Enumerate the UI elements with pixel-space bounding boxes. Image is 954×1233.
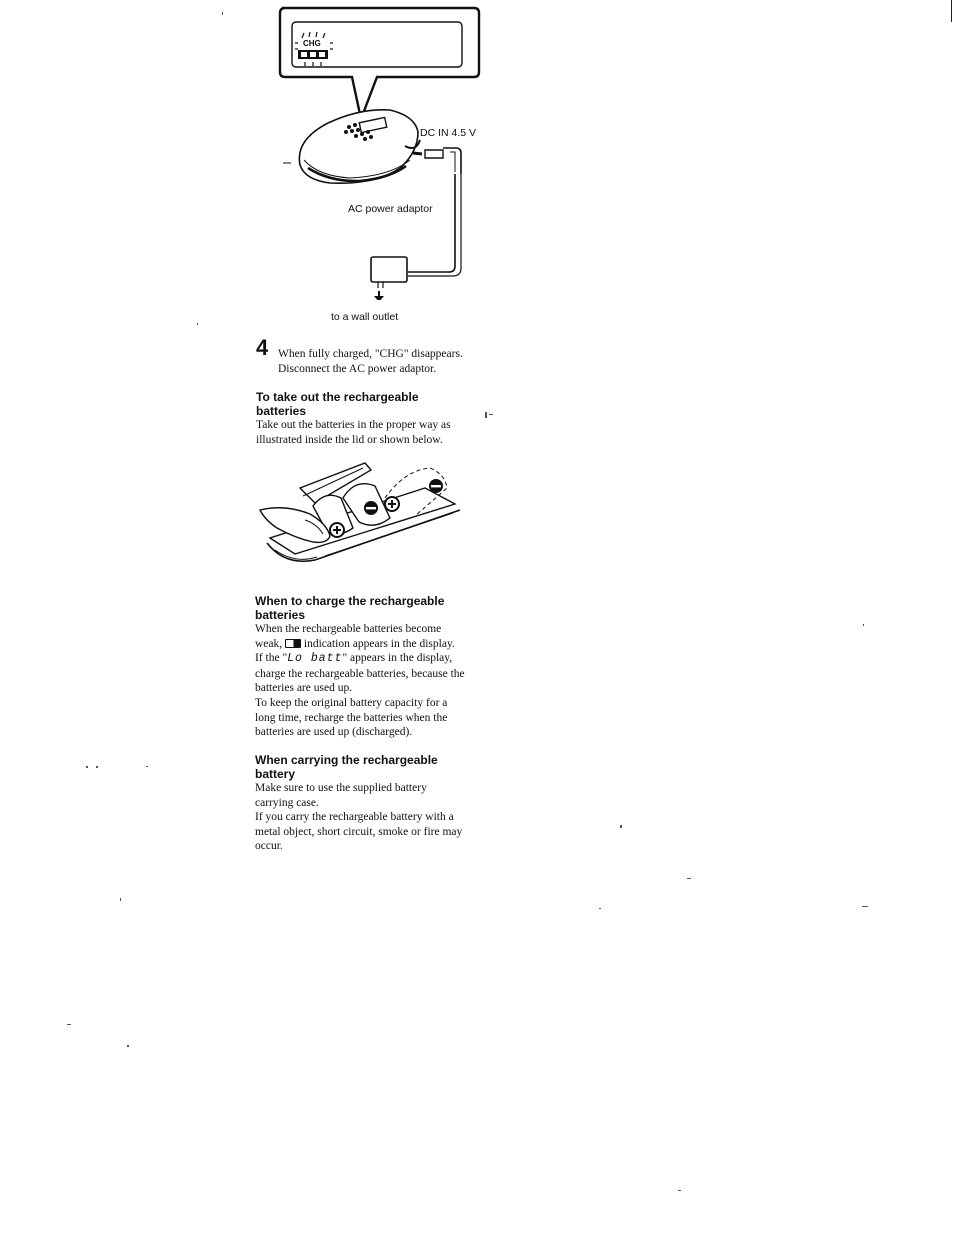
carrying-line5: occur. [255, 840, 283, 853]
when-charge-line5: batteries are used up. [255, 682, 353, 695]
page-edge-line [951, 0, 952, 22]
lcd-battery-icon [298, 50, 328, 59]
carrying-line4: metal object, short circuit, smoke or fire may [255, 825, 463, 838]
when-charge-line7: long time, recharge the batteries when the [255, 711, 448, 724]
step4-line2: Disconnect the AC power adaptor. [278, 362, 437, 375]
when-charge-line8: batteries are used up (discharged). [255, 726, 413, 739]
step-number: 4 [256, 335, 269, 360]
take-out-body-line2: illustrated inside the lid or shown below. [256, 433, 443, 446]
when-charge-heading-line1: When to charge the rechargeable [255, 594, 445, 608]
take-out-body-line1: Take out the batteries in the proper way as [256, 419, 451, 431]
scan-speck [86, 766, 88, 768]
battery-removal-figure [255, 458, 470, 573]
adaptor-label: AC power adaptor [348, 203, 433, 215]
when-charge-line3 [255, 651, 505, 667]
carrying-heading-line1: When carrying the rechargeable [255, 753, 438, 767]
lcd-chg-text: CHG [303, 39, 321, 48]
low-battery-icon [285, 639, 301, 648]
scan-speck [127, 1045, 129, 1047]
scan-speck [687, 878, 691, 879]
section-carrying [255, 753, 505, 854]
scan-speck [599, 908, 601, 909]
outlet-label: to a wall outlet [331, 311, 399, 323]
dc-in-label: DC IN 4.5 V [420, 127, 477, 139]
when-charge-line3-before: If the " [255, 652, 288, 665]
carrying-line2: carrying case. [255, 796, 319, 809]
carrying-line3: If you carry the rechargeable battery with a [255, 811, 454, 824]
when-charge-line1: When the rechargeable batteries become [255, 623, 442, 635]
carrying-line1: Make sure to use the supplied battery [255, 782, 427, 794]
carrying-heading-line2: battery [255, 767, 296, 781]
when-charge-line6: To keep the original battery capacity for a [255, 696, 448, 709]
scan-speck [67, 1024, 71, 1025]
scan-speck [485, 412, 487, 418]
charging-illustration [250, 0, 510, 300]
when-charge-line2-before: weak, [255, 637, 283, 650]
when-charge-heading-line2: batteries [255, 608, 306, 622]
when-charge-line4: charge the rechargeable batteries, because the [255, 667, 465, 680]
section-when-charge [255, 594, 505, 740]
take-out-heading-line1: To take out the rechargeable [256, 390, 419, 404]
lo-batt-display-text: Lo batt [287, 652, 343, 666]
take-out-heading-line2: batteries [256, 404, 307, 418]
when-charge-line3-after: " appears in the display, [342, 652, 453, 665]
scan-speck [222, 12, 223, 15]
step4-text [278, 347, 518, 376]
when-charge-line2 [255, 637, 505, 652]
scan-speck [863, 624, 864, 626]
scan-speck [96, 766, 98, 768]
battery-removal-illustration [255, 458, 470, 573]
when-charge-line2-after: indication appears in the display. [303, 637, 455, 650]
scan-speck [678, 1190, 681, 1191]
charging-figure [250, 0, 510, 300]
scan-speck [620, 825, 622, 828]
scan-speck [489, 414, 493, 415]
scan-speck [862, 906, 868, 907]
scan-speck [120, 898, 121, 901]
scan-speck [146, 766, 148, 767]
section-take-out [256, 390, 506, 447]
scan-speck [197, 323, 198, 325]
step4-line1: When fully charged, "CHG" disappears. [278, 348, 463, 360]
